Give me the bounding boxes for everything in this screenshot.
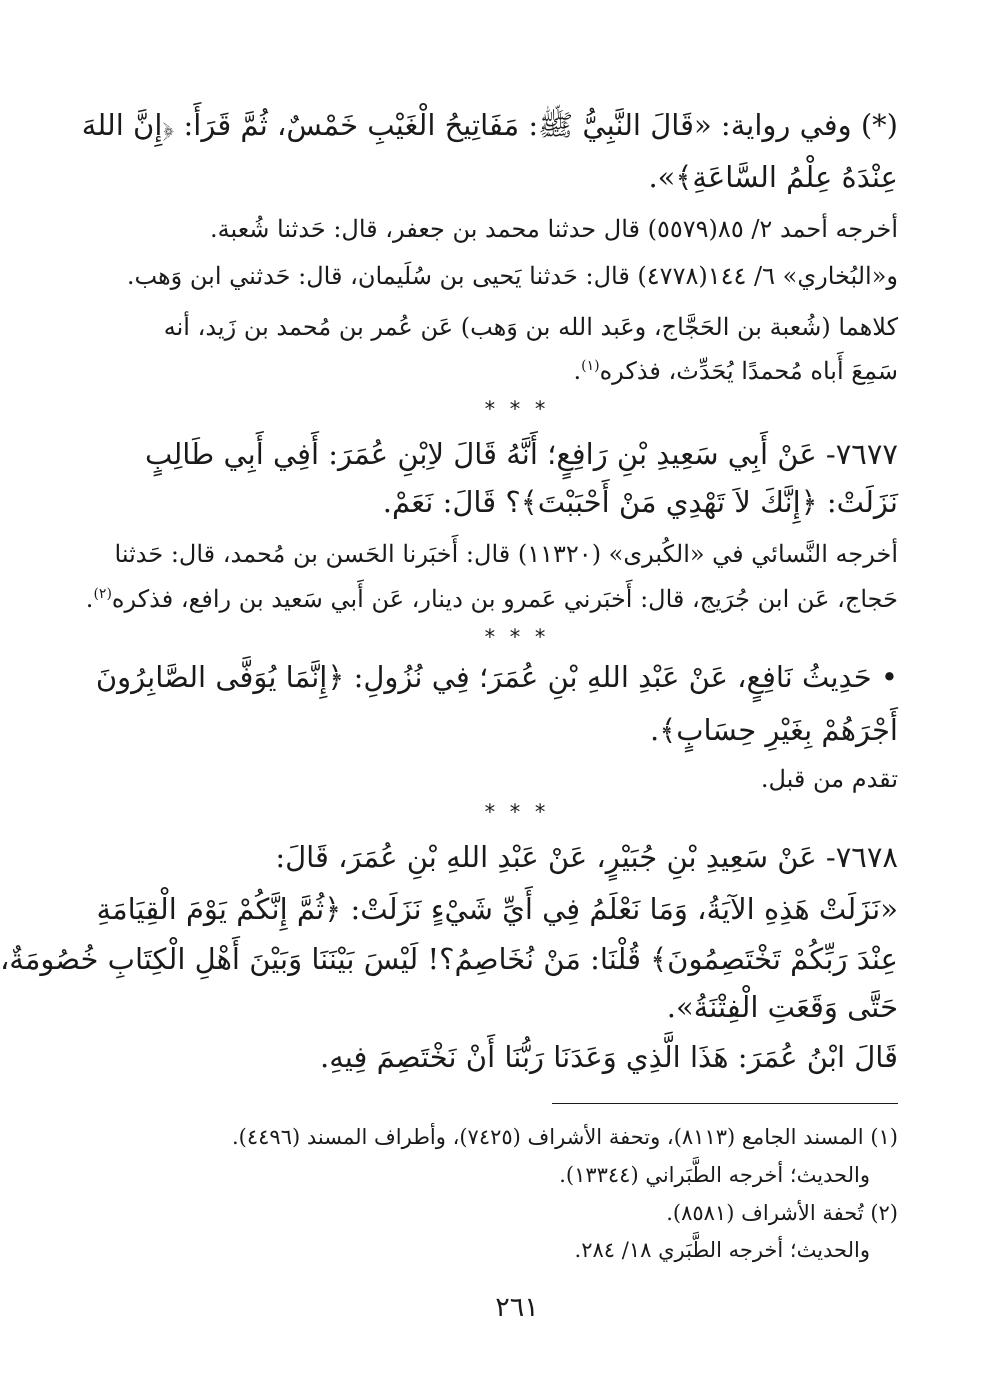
footnote-2: (٢) تُحفة الأشراف (٨٥٨١). [666, 1201, 898, 1225]
hadith-7678-line-4: حَتَّى وَقَعَتِ الْفِتْنَةُ». [666, 990, 898, 1024]
hadith-variant-line-2: عِنْدَهُ عِلْمُ السَّاعَةِ﴾». [648, 160, 898, 194]
section-separator: * * * [484, 800, 550, 824]
takhrij-7677-line-2 [85, 585, 898, 614]
footnote-ref-2: (٢) [93, 586, 112, 602]
hadith-7678-line-3: عِنْدَ رَبِّكُمْ تَخْتَصِمُونَ﴾ قُلْنَا: مَنْ نُخَاصِمُ؟! لَيْسَ بَيْنَنَا وَبَيْنَ أَهْلِ الْكِتَابِ خُصُومَةٌ، [0, 942, 898, 976]
takhrij-line-4 [166, 357, 898, 386]
takhrij-line-2: و«البُخاري» ٦/ ١٤٤(٤٧٧٨) قال: حَدثنا يَحيى بن سُلَيمان، قال: حَدثني ابن وَهب. [126, 262, 898, 290]
takhrij-line-1: أخرجه أحمد ٢/ ٨٥(٥٥٧٩) قال حدثنا محمد بن جعفر، قال: حَدثنا شُعبة. [209, 215, 898, 243]
section-separator: * * * [484, 625, 550, 649]
takhrij-line-3: كلاهما (شُعبة بن الحَجَّاج، وعَبد الله بن وَهب) عَن عُمر بن مُحمد بن زَيد، أنه [163, 313, 898, 341]
hadith-7678-line-2: «نَزَلَتْ هَذِهِ الآيَةُ، وَمَا نَعْلَمُ فِي أَيِّ شَيْءٍ نَزَلَتْ: ﴿ثُمَّ إِنَّكُمْ يَوْمَ الْقِيَامَةِ [96, 892, 898, 926]
hadith-variant-line-1: (*) وفي رواية: «قَالَ النَّبِيُّ ﷺ: مَفَاتِيحُ الْغَيْبِ خَمْسٌ، ثُمَّ قَرَأَ: ﴿إِنَّ اللهَ [81, 108, 898, 142]
footnote-divider [552, 1103, 898, 1104]
nafi-hadith-line-1: • حَدِيثُ نَافِعٍ، عَنْ عَبْدِ اللهِ بْنِ عُمَرَ؛ فِي نُزُولِ: ﴿إِنَّمَا يُوَفَّى الصَّابِرُونَ [95, 660, 898, 694]
footnote-ref-1: (١) [581, 358, 600, 374]
takhrij-text: سَمِعَ أَباه مُحمدًا يُحَدِّث، فذكره [599, 357, 898, 385]
previously-mentioned-note: تقدم من قبل. [760, 765, 898, 793]
hadith-7677-line-2: نَزَلَتْ: ﴿إِنَّكَ لاَ تَهْدِي مَنْ أَحْبَبْتَ﴾؟ قَالَ: نَعَمْ. [382, 485, 898, 519]
hadith-7677-line-1: ٧٦٧٧- عَنْ أَبِي سَعِيدِ بْنِ رَافِعٍ؛ أَنَّهُ قَالَ لاِبْنِ عُمَرَ: أَفِي أَبِي طَالِبٍ [145, 437, 898, 471]
page-number: ٢٦١ [495, 1292, 539, 1323]
hadith-7678-line-1: ٧٦٧٨- عَنْ سَعِيدِ بْنِ جُبَيْرٍ، عَنْ عَبْدِ اللهِ بْنِ عُمَرَ، قَالَ: [275, 840, 898, 874]
footnote-1-continued: والحديث؛ أخرجه الطَّبَراني (١٣٣٤٤). [559, 1163, 870, 1187]
section-separator: * * * [484, 397, 550, 421]
footnote-2-continued: والحديث؛ أخرجه الطَّبَري ١٨/ ٢٨٤. [574, 1238, 870, 1262]
period: . [85, 585, 94, 613]
hadith-7678-line-5: قَالَ ابْنُ عُمَرَ: هَذَا الَّذِي وَعَدَنَا رَبُّنَا أَنْ نَخْتَصِمَ فِيهِ. [320, 1040, 898, 1074]
takhrij-7677-line-1: أخرجه النَّسائي في «الكُبرى» (١١٣٢٠) قال: أَخبَرنا الحَسن بن مُحمد، قال: حَدثنا [114, 540, 898, 568]
nafi-hadith-line-2: أَجْرَهُمْ بِغَيْرِ حِسَابٍ﴾. [650, 713, 898, 747]
footnote-1: (١) المسند الجامع (٨١١٣)، وتحفة الأشراف (٧٤٢٥)، وأطراف المسند (٤٤٩٦). [232, 1125, 898, 1149]
period: . [573, 357, 582, 385]
takhrij-text: حَجاج، عَن ابن جُرَيج، قال: أَخبَرني عَمرو بن دينار، عَن أَبي سَعيد بن رافع، فذكره [111, 585, 898, 613]
